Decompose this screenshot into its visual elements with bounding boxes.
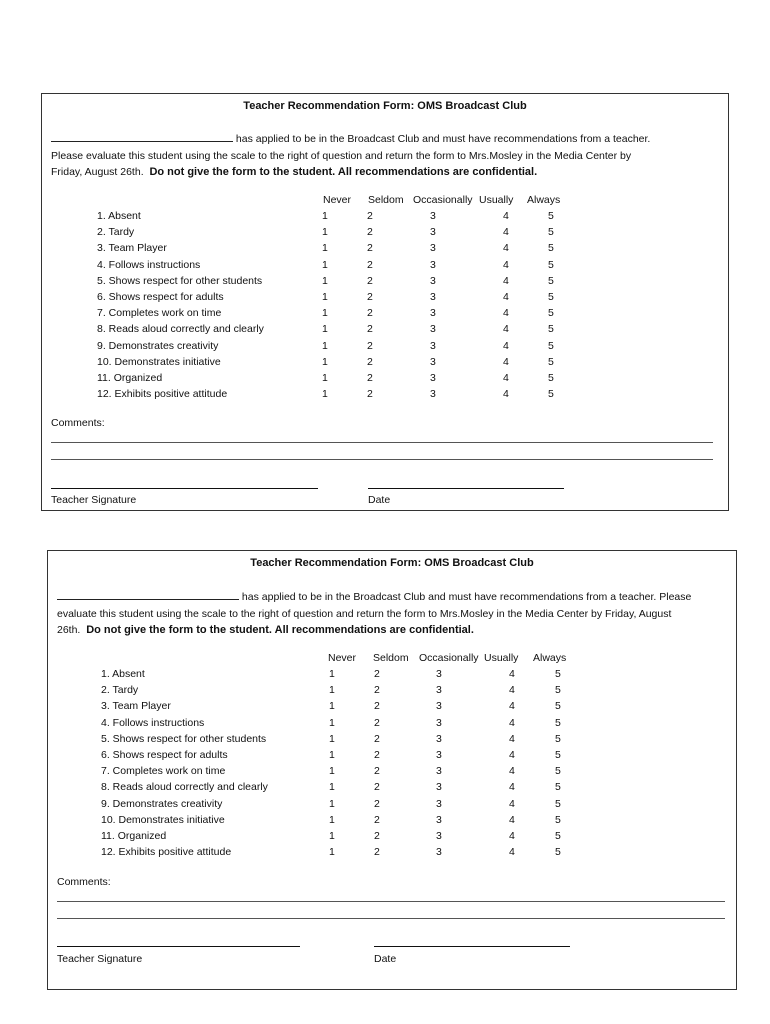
rating-row	[42, 356, 728, 372]
rating-option-always[interactable]: 5	[555, 700, 561, 713]
scale-header-never: Never	[328, 652, 357, 664]
rating-row	[48, 749, 736, 765]
rating-option-always[interactable]: 5	[548, 307, 554, 320]
rating-option-never[interactable]: 1	[322, 388, 328, 401]
scale-header-usually: Usually	[484, 652, 519, 664]
rating-row	[42, 291, 728, 307]
recommendation-form-1	[41, 93, 729, 511]
rating-option-never[interactable]: 1	[329, 684, 335, 697]
rating-option-never[interactable]: 1	[322, 258, 328, 271]
rating-item-label: 2. Tardy	[101, 684, 139, 697]
rating-option-never[interactable]: 1	[322, 372, 328, 384]
rating-option-occasionally[interactable]: 3	[430, 291, 436, 303]
rating-option-never[interactable]: 1	[329, 765, 335, 778]
rating-option-occasionally[interactable]: 3	[436, 716, 442, 729]
rating-option-occasionally[interactable]: 3	[436, 781, 442, 794]
rating-option-seldom[interactable]: 2	[367, 355, 373, 368]
rating-row	[42, 275, 728, 291]
comment-line-2[interactable]	[51, 459, 713, 460]
rating-option-occasionally[interactable]: 3	[430, 307, 436, 320]
rating-option-always[interactable]: 5	[555, 846, 561, 859]
rating-option-usually[interactable]: 4	[503, 339, 509, 352]
rating-option-always[interactable]: 5	[548, 226, 554, 239]
comments-label: Comments:	[57, 876, 111, 888]
rating-row	[48, 700, 736, 716]
rating-row	[48, 684, 736, 700]
rating-option-usually[interactable]: 4	[503, 210, 509, 222]
rating-item-label: 12. Exhibits positive attitude	[101, 846, 232, 859]
rating-option-never[interactable]: 1	[329, 716, 335, 729]
rating-option-occasionally[interactable]: 3	[430, 388, 436, 401]
rating-option-always[interactable]: 5	[555, 716, 561, 729]
teacher-signature-label: Teacher Signature	[51, 494, 137, 506]
rating-option-never[interactable]: 1	[329, 797, 335, 810]
signature-line[interactable]	[57, 946, 300, 947]
rating-option-always[interactable]: 5	[548, 210, 554, 222]
rating-row	[42, 259, 728, 275]
rating-option-never[interactable]: 1	[329, 813, 335, 826]
rating-option-occasionally[interactable]: 3	[436, 749, 442, 761]
rating-row	[48, 781, 736, 797]
rating-option-seldom[interactable]: 2	[367, 339, 373, 352]
rating-option-occasionally[interactable]: 3	[436, 732, 442, 745]
rating-item-label: 10. Demonstrates initiative	[97, 355, 221, 368]
rating-option-never[interactable]: 1	[322, 274, 328, 287]
rating-item-label: 8. Reads aloud correctly and clearly	[101, 781, 268, 794]
rating-option-seldom[interactable]: 2	[374, 781, 380, 794]
student-name-blank[interactable]	[57, 589, 239, 600]
rating-item-label: 1. Absent	[97, 210, 141, 222]
scale-header-seldom: Seldom	[368, 194, 404, 206]
rating-option-always[interactable]: 5	[555, 830, 561, 842]
rating-option-seldom[interactable]: 2	[374, 732, 380, 745]
confidential-notice: Do not give the form to the student. All recommendations are confidential.	[86, 624, 474, 636]
rating-option-never[interactable]: 1	[322, 242, 328, 255]
rating-option-always[interactable]: 5	[555, 797, 561, 810]
rating-option-occasionally[interactable]: 3	[430, 323, 436, 336]
rating-option-occasionally[interactable]: 3	[430, 339, 436, 352]
rating-option-occasionally[interactable]: 3	[430, 258, 436, 271]
rating-option-occasionally[interactable]: 3	[436, 684, 442, 697]
rating-option-occasionally[interactable]: 3	[436, 668, 442, 680]
rating-option-usually[interactable]: 4	[509, 781, 515, 794]
rating-item-label: 3. Team Player	[101, 700, 171, 713]
rating-option-usually[interactable]: 4	[503, 226, 509, 239]
rating-option-occasionally[interactable]: 3	[430, 274, 436, 287]
rating-option-usually[interactable]: 4	[503, 258, 509, 271]
rating-option-never[interactable]: 1	[322, 323, 328, 336]
rating-option-always[interactable]: 5	[555, 732, 561, 745]
rating-option-occasionally[interactable]: 3	[430, 242, 436, 255]
rating-option-usually[interactable]: 4	[503, 242, 509, 255]
rating-option-usually[interactable]: 4	[509, 797, 515, 810]
rating-row	[42, 388, 728, 404]
rating-row	[48, 668, 736, 684]
rating-item-label: 10. Demonstrates initiative	[101, 813, 225, 826]
scale-header-occasionally: Occasionally	[413, 194, 473, 206]
rating-option-always[interactable]: 5	[548, 274, 554, 287]
intro-line-2: Please evaluate this student using the scale to the right of question and return the form to Mrs.Mosley in the Media Center by	[51, 149, 632, 162]
rating-option-usually[interactable]: 4	[509, 668, 515, 680]
rating-option-usually[interactable]: 4	[509, 749, 515, 761]
rating-option-usually[interactable]: 4	[509, 700, 515, 713]
rating-option-usually[interactable]: 4	[503, 388, 509, 401]
rating-row	[48, 733, 736, 749]
rating-row	[48, 798, 736, 814]
rating-option-seldom[interactable]: 2	[367, 388, 373, 401]
rating-option-never[interactable]: 1	[329, 700, 335, 713]
rating-option-occasionally[interactable]: 3	[436, 846, 442, 859]
rating-item-label: 3. Team Player	[97, 242, 167, 255]
rating-row	[42, 307, 728, 323]
rating-option-usually[interactable]: 4	[509, 716, 515, 729]
rating-item-label: 5. Shows respect for other students	[101, 732, 267, 745]
rating-option-always[interactable]: 5	[555, 813, 561, 826]
intro-line-3: Friday, August 26th.	[51, 166, 144, 178]
rating-option-usually[interactable]: 4	[509, 830, 515, 842]
rating-option-usually[interactable]: 4	[503, 274, 509, 287]
rating-option-never[interactable]: 1	[329, 846, 335, 859]
rating-item-label: 5. Shows respect for other students	[97, 274, 263, 287]
scale-header-always: Always	[527, 194, 561, 206]
rating-option-always[interactable]: 5	[548, 388, 554, 401]
rating-item-label: 9. Demonstrates creativity	[97, 339, 219, 352]
rating-option-seldom[interactable]: 2	[367, 291, 373, 303]
rating-option-occasionally[interactable]: 3	[436, 765, 442, 778]
intro-line-3: 26th.	[57, 624, 81, 636]
rating-option-seldom[interactable]: 2	[374, 846, 380, 859]
rating-option-never[interactable]: 1	[322, 339, 328, 352]
rating-option-never[interactable]: 1	[329, 781, 335, 794]
form-title: Teacher Recommendation Form: OMS Broadcast Club	[250, 557, 534, 569]
rating-option-usually[interactable]: 4	[503, 323, 509, 336]
rating-option-usually[interactable]: 4	[503, 355, 509, 368]
scale-header-seldom: Seldom	[373, 652, 409, 664]
rating-row	[48, 765, 736, 781]
student-name-blank[interactable]	[51, 131, 233, 142]
rating-option-usually[interactable]: 4	[509, 813, 515, 826]
intro-line-1: has applied to be in the Broadcast Club and must have recommendations from a teacher.	[235, 133, 651, 145]
rating-item-label: 8. Reads aloud correctly and clearly	[97, 323, 264, 336]
signature-line[interactable]	[51, 488, 318, 489]
comment-line-2[interactable]	[57, 918, 725, 919]
rating-row	[48, 846, 736, 862]
rating-option-usually[interactable]: 4	[509, 846, 515, 859]
rating-row	[48, 814, 736, 830]
rating-item-label: 12. Exhibits positive attitude	[97, 388, 228, 401]
rating-option-seldom[interactable]: 2	[367, 372, 373, 384]
rating-option-always[interactable]: 5	[555, 765, 561, 778]
scale-header-never: Never	[323, 194, 352, 206]
rating-option-always[interactable]: 5	[548, 242, 554, 255]
rating-option-occasionally[interactable]: 3	[436, 700, 442, 713]
rating-option-always[interactable]: 5	[548, 258, 554, 271]
rating-option-seldom[interactable]: 2	[367, 307, 373, 320]
confidential-notice: Do not give the form to the student. All recommendations are confidential.	[149, 166, 538, 178]
rating-item-label: 7. Completes work on time	[101, 765, 226, 778]
rating-option-usually[interactable]: 4	[503, 372, 509, 384]
rating-row	[42, 242, 728, 258]
rating-option-never[interactable]: 1	[329, 732, 335, 745]
rating-option-usually[interactable]: 4	[509, 765, 515, 778]
scale-header-row	[48, 652, 736, 668]
rating-item-label: 6. Shows respect for adults	[101, 749, 228, 761]
rating-option-usually[interactable]: 4	[509, 732, 515, 745]
rating-option-never[interactable]: 1	[322, 355, 328, 368]
rating-option-always[interactable]: 5	[555, 749, 561, 761]
rating-option-seldom[interactable]: 2	[367, 242, 373, 255]
rating-item-label: 4. Follows instructions	[101, 716, 205, 729]
date-line[interactable]	[374, 946, 570, 947]
rating-item-label: 6. Shows respect for adults	[97, 291, 224, 303]
rating-item-label: 1. Absent	[101, 668, 145, 680]
rating-option-seldom[interactable]: 2	[367, 226, 373, 239]
rating-option-occasionally[interactable]: 3	[436, 830, 442, 842]
form-title: Teacher Recommendation Form: OMS Broadcast Club	[243, 100, 527, 112]
rating-option-always[interactable]: 5	[555, 781, 561, 794]
rating-option-seldom[interactable]: 2	[374, 830, 380, 842]
rating-option-never[interactable]: 1	[329, 830, 335, 842]
date-line[interactable]	[368, 488, 564, 489]
rating-item-label: 4. Follows instructions	[97, 258, 201, 271]
rating-option-never[interactable]: 1	[322, 226, 328, 239]
scale-header-always: Always	[533, 652, 567, 664]
rating-row	[48, 717, 736, 733]
rating-option-never[interactable]: 1	[322, 307, 328, 320]
rating-item-label: 11. Organized	[97, 372, 163, 384]
comment-line-1[interactable]	[57, 901, 725, 902]
scale-header-row	[42, 194, 728, 210]
intro-line-2: evaluate this student using the scale to the right of question and return the form to Mrs.Mosley in the Media Center by Friday, August	[57, 607, 672, 620]
rating-item-label: 2. Tardy	[97, 226, 135, 239]
rating-option-always[interactable]: 5	[548, 355, 554, 368]
rating-option-occasionally[interactable]: 3	[430, 226, 436, 239]
rating-option-never[interactable]: 1	[322, 210, 328, 222]
rating-row	[48, 830, 736, 846]
rating-option-occasionally[interactable]: 3	[430, 355, 436, 368]
scale-header-usually: Usually	[479, 194, 514, 206]
rating-option-seldom[interactable]: 2	[374, 716, 380, 729]
rating-option-seldom[interactable]: 2	[367, 323, 373, 336]
rating-option-seldom[interactable]: 2	[374, 684, 380, 697]
rating-row	[42, 340, 728, 356]
rating-option-usually[interactable]: 4	[503, 307, 509, 320]
rating-option-seldom[interactable]: 2	[367, 258, 373, 271]
rating-option-occasionally[interactable]: 3	[430, 210, 436, 222]
rating-option-occasionally[interactable]: 3	[436, 813, 442, 826]
rating-option-occasionally[interactable]: 3	[430, 372, 436, 384]
rating-item-label: 9. Demonstrates creativity	[101, 797, 223, 810]
comment-line-1[interactable]	[51, 442, 713, 443]
comments-label: Comments:	[51, 417, 105, 429]
rating-option-never[interactable]: 1	[322, 291, 328, 303]
rating-option-always[interactable]: 5	[548, 323, 554, 336]
rating-option-always[interactable]: 5	[555, 684, 561, 697]
date-label: Date	[374, 953, 397, 965]
rating-option-seldom[interactable]: 2	[374, 765, 380, 778]
rating-option-seldom[interactable]: 2	[374, 749, 380, 761]
rating-option-occasionally[interactable]: 3	[436, 797, 442, 810]
rating-option-always[interactable]: 5	[555, 668, 561, 680]
intro-line-1: has applied to be in the Broadcast Club and must have recommendations from a teacher. Please	[241, 591, 692, 603]
rating-option-always[interactable]: 5	[548, 339, 554, 352]
rating-option-never[interactable]: 1	[329, 749, 335, 761]
rating-option-always[interactable]: 5	[548, 291, 554, 303]
form-intro	[51, 131, 650, 181]
rating-option-always[interactable]: 5	[548, 372, 554, 384]
rating-option-usually[interactable]: 4	[509, 684, 515, 697]
rating-item-label: 11. Organized	[101, 830, 167, 842]
date-label: Date	[368, 494, 391, 506]
scale-header-occasionally: Occasionally	[419, 652, 479, 664]
rating-option-never[interactable]: 1	[329, 668, 335, 680]
rating-row	[42, 372, 728, 388]
recommendation-form-2	[47, 550, 737, 990]
rating-option-seldom[interactable]: 2	[374, 700, 380, 713]
teacher-signature-label: Teacher Signature	[57, 953, 143, 965]
form-intro	[57, 589, 691, 639]
rating-option-seldom[interactable]: 2	[374, 797, 380, 810]
rating-row	[42, 323, 728, 339]
rating-option-usually[interactable]: 4	[503, 291, 509, 303]
rating-option-seldom[interactable]: 2	[374, 813, 380, 826]
rating-option-seldom[interactable]: 2	[367, 274, 373, 287]
rating-option-seldom[interactable]: 2	[374, 668, 380, 680]
rating-row	[42, 226, 728, 242]
rating-row	[42, 210, 728, 226]
rating-item-label: 7. Completes work on time	[97, 307, 222, 320]
rating-option-seldom[interactable]: 2	[367, 210, 373, 222]
